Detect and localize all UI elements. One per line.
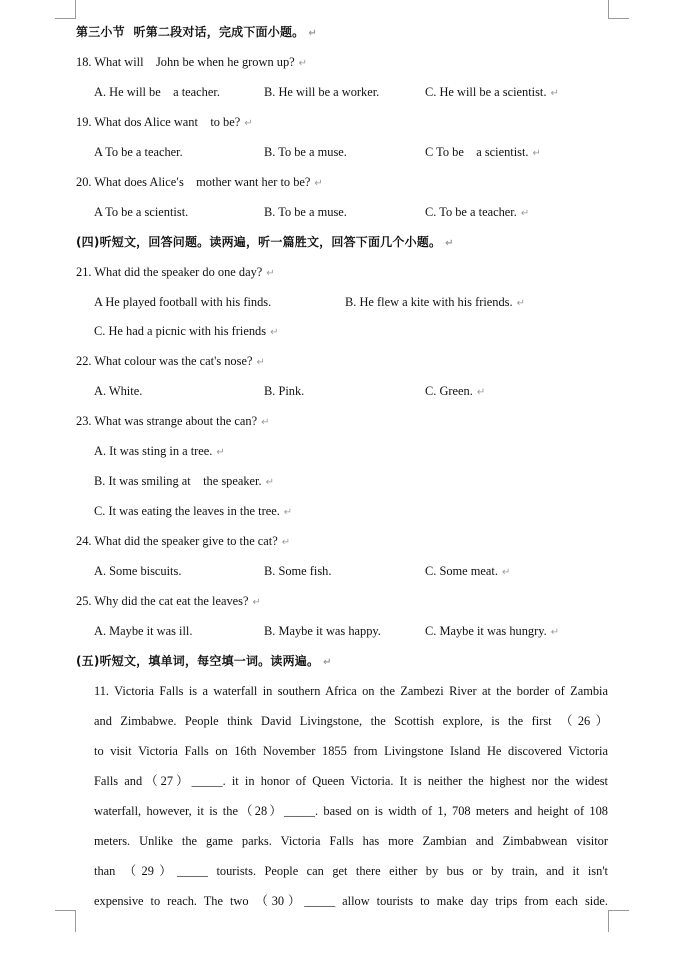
paragraph-mark-icon: ↵ — [314, 178, 323, 189]
paragraph-mark-icon: ↵ — [520, 208, 530, 219]
question-19-option-a: A To be a teacher. — [94, 145, 183, 159]
section4-heading: (四)听短文，回答问题。读两遍，听一篇胜文，回答下面几个小题。 ↵ — [76, 235, 454, 249]
question-19-stem: 19. What dos Alice want to be? ↵ — [76, 115, 253, 129]
paragraph-mark-icon: ↵ — [283, 507, 293, 518]
crop-mark-top-left-v — [75, 0, 76, 18]
question-24-option-b: B. Some fish. — [264, 564, 332, 578]
paragraph-mark-icon: ↵ — [550, 627, 560, 638]
crop-mark-bottom-right-h — [608, 910, 629, 911]
crop-mark-top-left-h — [55, 18, 76, 19]
question-23-option-b: B. It was smiling at the speaker. ↵ — [94, 474, 274, 488]
question-22-stem: 22. What colour was the cat's nose? ↵ — [76, 354, 265, 368]
crop-mark-top-right-v — [608, 0, 609, 18]
paragraph-mark-icon: ↵ — [281, 537, 291, 548]
question-21-stem: 21. What did the speaker do one day? ↵ — [76, 265, 275, 279]
question-18-option-a: A. He will be a teacher. — [94, 85, 220, 99]
question-22-option-b: B. Pink. — [264, 384, 305, 398]
crop-mark-bottom-right-v — [608, 910, 609, 932]
question-24-option-a: A. Some biscuits. — [94, 564, 182, 578]
question-20-option-b: B. To be a muse. — [264, 205, 347, 219]
question-20-option-c: C. To be a teacher. ↵ — [425, 205, 530, 219]
crop-mark-bottom-left-h — [55, 910, 76, 911]
question-18-stem: 18. What will John be when he grown up? ↵ — [76, 55, 308, 69]
passage-line: meters. Unlike the game parks. Victoria Falls has more Zambian and Zimbabwean visitor — [94, 834, 608, 848]
paragraph-mark-icon: ↵ — [256, 357, 265, 368]
question-18-option-b: B. He will be a worker. — [264, 85, 380, 99]
crop-mark-top-right-h — [608, 18, 629, 19]
paragraph-mark-icon: ↵ — [298, 58, 308, 69]
question-19-option-c: C To be a scientist. ↵ — [425, 145, 541, 159]
passage-line: expensive to reach. The two （30）_____ allow tourists to make day trips from each side. — [94, 894, 608, 908]
question-20-stem: 20. What does Alice′s mother want her to be? ↵ — [76, 175, 323, 189]
question-23-option-a: A. It was sting in a tree. ↵ — [94, 444, 225, 458]
paragraph-mark-icon: ↵ — [244, 118, 253, 129]
paragraph-mark-icon: ↵ — [252, 597, 261, 608]
paragraph-mark-icon: ↵ — [532, 148, 541, 159]
question-24-stem: 24. What did the speaker give to the cat? ↵ — [76, 534, 291, 548]
paragraph-mark-icon: ↵ — [308, 28, 317, 39]
question-24-option-c: C. Some meat. ↵ — [425, 564, 511, 578]
passage-line: and Zimbabwe. People think David Livingstone, the Scottish explore, is the first （26） — [94, 714, 608, 728]
section3-heading: 第三小节 听第二段对话，完成下面小题。 ↵ — [76, 25, 317, 39]
paragraph-mark-icon: ↵ — [476, 387, 486, 398]
question-25-option-c: C. Maybe it was hungry. ↵ — [425, 624, 560, 638]
question-23-stem: 23. What was strange about the can? ↵ — [76, 414, 270, 428]
question-21-option-b: B. He flew a kite with his friends. ↵ — [345, 295, 525, 309]
paragraph-mark-icon: ↵ — [516, 298, 525, 309]
question-20-option-a: A To be a scientist. — [94, 205, 189, 219]
section5-heading: (五)听短文，填单词，每空填一词。读两遍。 ↵ — [76, 654, 332, 668]
paragraph-mark-icon: ↵ — [265, 477, 274, 488]
paragraph-mark-icon: ↵ — [323, 657, 332, 668]
paragraph-mark-icon: ↵ — [266, 268, 275, 279]
question-25-stem: 25. Why did the cat eat the leaves? ↵ — [76, 594, 261, 608]
question-25-option-b: B. Maybe it was happy. — [264, 624, 381, 638]
passage-line: 11. Victoria Falls is a waterfall in southern Africa on the Zambezi River at the border of Zambia — [94, 684, 608, 698]
passage-line: to visit Victoria Falls on 16th November 1855 from Livingstone Island He discovered Victoria — [94, 744, 608, 758]
paragraph-mark-icon: ↵ — [501, 567, 511, 578]
crop-mark-bottom-left-v — [75, 910, 76, 932]
passage-line: waterfall, however, it is the（28）_____. based on is width of 1, 708 meters and height of 108 — [94, 804, 608, 818]
paragraph-mark-icon: ↵ — [270, 327, 279, 338]
paragraph-mark-icon: ↵ — [550, 88, 559, 99]
question-21-option-a: A He played football with his finds. — [94, 295, 272, 309]
question-25-option-a: A. Maybe it was ill. — [94, 624, 193, 638]
paragraph-mark-icon: ↵ — [261, 417, 270, 428]
question-21-option-c: C. He had a picnic with his friends ↵ — [94, 324, 279, 338]
question-22-option-a: A. White. — [94, 384, 143, 398]
question-22-option-c: C. Green. ↵ — [425, 384, 486, 398]
passage-line: Falls and（27）_____. it in honor of Queen Victoria. It is neither the highest nor the widest — [94, 774, 608, 788]
passage-line: than （29）_____ tourists. People can get there either by bus or by train, and it isn't — [94, 864, 608, 878]
question-23-option-c: C. It was eating the leaves in the tree. ↵ — [94, 504, 293, 518]
paragraph-mark-icon: ↵ — [216, 447, 225, 458]
question-19-option-b: B. To be a muse. — [264, 145, 347, 159]
paragraph-mark-icon: ↵ — [445, 238, 454, 249]
question-18-option-c: C. He will be a scientist. ↵ — [425, 85, 559, 99]
